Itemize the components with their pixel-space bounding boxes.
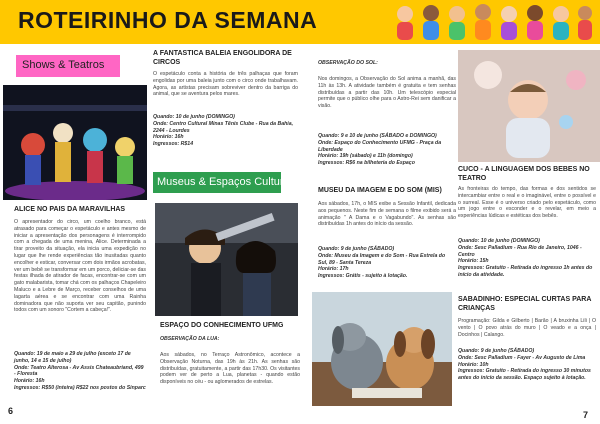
alice-schedule-line: Horário: 16h <box>14 378 45 385</box>
cuco-title: CUCO - A LINGUAGEM DOS BEBES NO TEATRO <box>458 166 590 182</box>
sabadinho-schedule-line: Quando: 9 de junho (SÁBADO) <box>458 348 535 354</box>
baleia-schedule <box>153 114 298 148</box>
alice-schedule-line: Onde: Teatro Alterosa - Av Assis Chateaubriand, 499 - Floresta <box>14 364 144 378</box>
observacao-body: Nos domingos, a Observação do Sol anima a manhã, das 11h às 13h. A atividade também é gratuita e tem senhas distribuídas a partir das 10h. Um telescópio especial permite que o público olhe para o Astro-Rei sem danificar a visão. <box>318 76 456 110</box>
sabadinho-schedule-line: Onde: Sesc Palladium - Fayer - Av Augusto de Lima <box>458 354 586 361</box>
espaco-title: ESPAÇO DO CONHECIMENTO UFMG <box>160 322 284 329</box>
alice-schedule-line: Quando: 19 de maio a 29 de julho (exceto 17 de junho, 14 e 15 de julho) <box>14 351 131 364</box>
espaco-subtitle: OBSERVAÇÃO DA LUA: <box>160 336 220 342</box>
espaco-body: Aos sábados, no Terraço Astronômico, acontece a Observação Noturna, das 19h às 21h. As senhas são distribuídas, gratuitamente, a partir das 17h30. Os visitantes podem ver de perto a Lua, planetas - quando estão disponíveis no céu - ou aglomerados de estrelas. <box>160 352 300 386</box>
section-shows-teatros: Shows & Teatros <box>16 55 120 77</box>
mis-schedule <box>318 246 456 280</box>
observacao-title: OBSERVAÇÃO DO SOL: <box>318 60 378 66</box>
mis-schedule-line: Horário: 17h <box>318 266 349 273</box>
sabadinho-body: Programação: Gilda e Gilberto | Barão | A bruxinha Lili | O vento | O povo atrás do muro | O veado e a onça | Docinhos | Calango. <box>458 318 596 338</box>
page-number-left: 6 <box>8 406 14 416</box>
baleia-body: O espetáculo conta a história de três palhaças que foram engolidas por uma baleia junto com o circo onde trabalhavam. Agora, as artistas precisam sobreviver dentro da barriga do animal, que se aventura pelos mares. <box>153 71 298 98</box>
telescope-photo <box>155 203 298 316</box>
mis-schedule-line: Ingressos: Grátis - sujeito à lotação. <box>318 273 408 280</box>
cuco-schedule-line: Horário: 15h <box>458 258 489 265</box>
sabadinho-title: SABADINHO: ESPECIAL CURTAS PARA CRIANÇAS <box>458 296 592 312</box>
baleia-title: A FANTASTICA BALEIA ENGOLIDORA DE CIRCOS <box>153 50 292 66</box>
observacao-schedule-line: Quando: 9 e 10 de junho (SÁBADO e DOMINGO) <box>318 133 437 139</box>
baleia-schedule-line: Horário: 16h <box>153 134 184 141</box>
observacao-schedule-line: Horário: 19h (sábado) e 11h (domingo) <box>318 153 413 160</box>
alice-schedule <box>14 351 146 392</box>
kids-illustration <box>391 2 596 42</box>
cuco-body: As fronteiras do tempo, das formas e dos sentidos se intercambiar entre o real e o imaginável, entre o possível e o surreal. Esse é o universo criado pelo espetáculo, como um jogo entre o esconder e o revelar, em meio a experiências lúdicas e estéticas dos bebês. <box>458 186 596 220</box>
mis-schedule-line: Quando: 9 de junho (SÁBADO) <box>318 246 395 252</box>
cuco-schedule <box>458 238 596 279</box>
alice-body: O apresentador do circo, um coelho branco, está atrasado para começar o espetáculo e antes mesmo de iniciar a apresentação dos personagens é interrompido com a chegada de uma menina, Alice. Determinada a tirar proveito da situação, ela inicia uma expedição no lugar que lhe rende experiências tão inusitadas quanto encolher e esticar, conversar com dois irmãos acrobatas, ver um bebê se transformar em um porco, deliciar-se das festas ilhada de atirador de facas, encontrar-se com um gato malabarista, tomar chá com os palhaços Chapeleiro Maluco e a Lebre de Março, receber conselhos de uma lagarta aérea e se encontrar com uma Rainha dominadora que não suporta ver seu capitão, punindo todos com um sonoro "Cortem a cabeça!". <box>14 219 146 314</box>
observacao-schedule-line: Ingressos: R$6 na bilheteria do Espaço <box>318 160 415 167</box>
mis-schedule-line: Onde: Museu da Imagem e do Som - Rua Estrela do Sul, 89 - Santa Tereza <box>318 252 446 266</box>
mis-body: Aos sábados, 17h, o MIS exibe a Sessão Infantil, dedicada aos pequenos. Neste fim de semana o filme exibido será a animação " A Dama e o Vagabundo". As senhas são distribuídas 1h antes do início da sessão. <box>318 201 456 228</box>
cuco-schedule-line: Quando: 10 de junho (DOMINGO) <box>458 238 540 244</box>
mis-title: MUSEU DA IMAGEM E DO SOM (MIS) <box>318 187 442 194</box>
cuco-schedule-line: Onde: Sesc Palladium - Rua Rio de Janeiro, 1046 - Centro <box>458 244 582 258</box>
observacao-schedule-line: Onde: Espaço do Conhecimento UFMG - Praça da Liberdade <box>318 139 442 153</box>
alice-show-photo <box>3 85 147 200</box>
section-museus-espacos: Museus & Espaços Culturais <box>153 172 281 193</box>
observacao-schedule <box>318 133 456 167</box>
alice-title: ALICE NO PAIS DA MARAVILHAS <box>14 206 126 213</box>
baby-photo <box>458 50 600 162</box>
baleia-schedule-line: Onde: Centro Cultural Minas Tênis Clube - Rua da Bahia, 2244 - Lourdes <box>153 120 294 134</box>
sabadinho-schedule-line: Horário: 10h <box>458 361 489 368</box>
baleia-schedule-line: Quando: 10 de junho (DOMINGO) <box>153 114 235 120</box>
sabadinho-schedule-line: Ingressos: Gratuito - Retirada do ingresso 30 minutos antes do início da sessão. Espaço sujeito à lotação. <box>458 368 591 382</box>
alice-schedule-line: Ingressos: R$50 (inteira) R$22 nos postos do Sinparc <box>14 384 146 391</box>
dama-vagabundo-image <box>312 292 452 406</box>
baleia-schedule-line: Ingressos: R$14 <box>153 141 194 148</box>
sabadinho-schedule <box>458 348 596 382</box>
page-number-right: 7 <box>583 410 589 420</box>
cuco-schedule-line: Ingressos: Gratuito - Retirada do ingresso 1h antes do início da atividade. <box>458 265 593 278</box>
page-title: ROTEIRINHO DA SEMANA <box>18 7 318 33</box>
